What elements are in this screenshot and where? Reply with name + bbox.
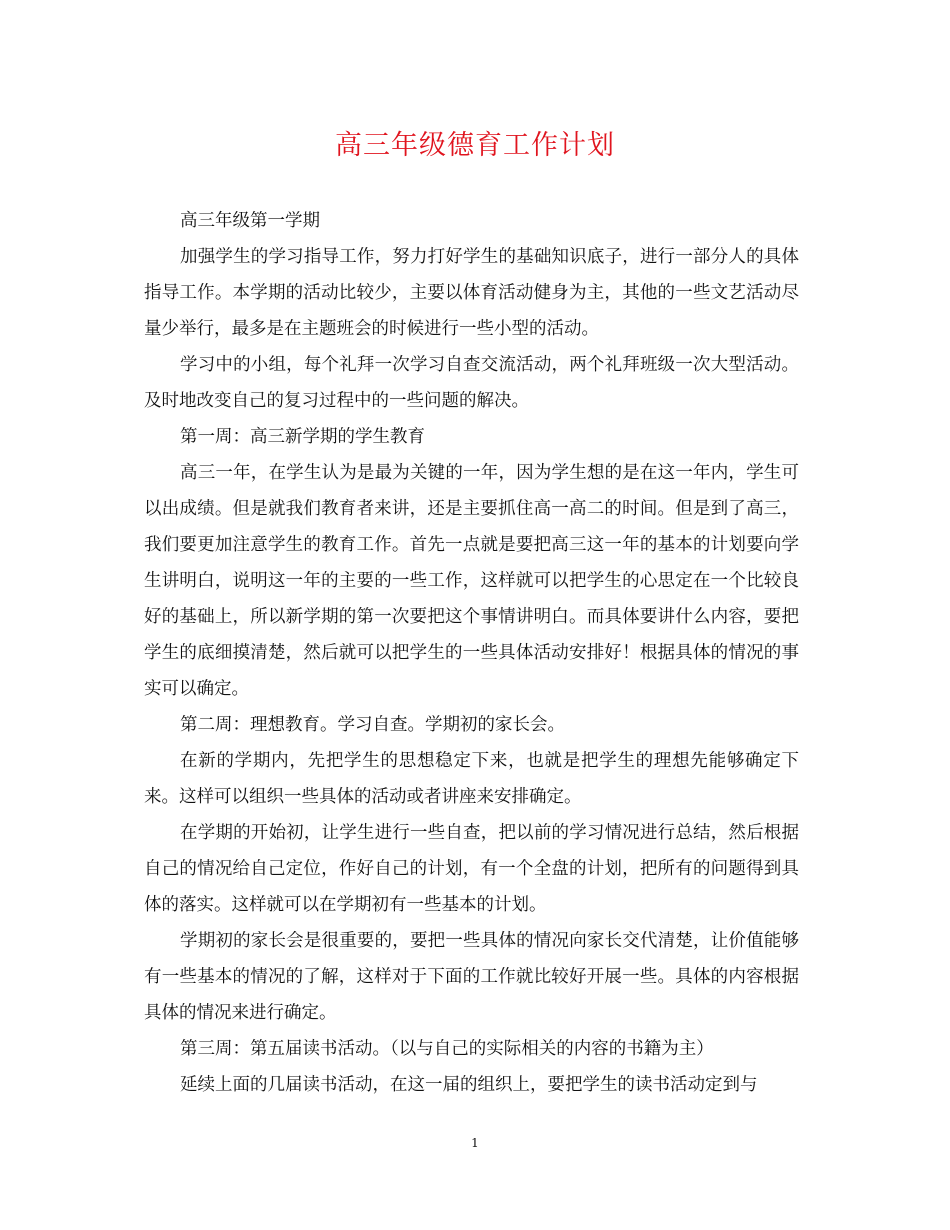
section-heading: 第三周：第五届读书活动。（以与自己的实际相关的内容的书籍为主） bbox=[180, 1039, 714, 1059]
body-paragraph: 高三年级第一学期 bbox=[180, 211, 320, 231]
document-body bbox=[144, 203, 799, 1103]
section-heading: 第二周：理想教育。学习自查。学期初的家长会。 bbox=[180, 715, 565, 735]
body-paragraph: 高三一年，在学生认为是最为关键的一年，因为学生想的是在这一年内，学生可以出成绩。但是就我们教育者来讲，还是主要抓住高一高二的时间。但是到了高三，我们要更加注意学生的教育工作。首先一点就是要把高三这一年的基本的计划要向学生讲明白，说明这一年的主要的一些工作，这样就可以把学生的心思定在一个比较良好的基础上，所以新学期的第一次要把这个事情讲明白。而具体要讲什么内容，要把学生的底细摸清楚，然后就可以把学生的一些具体活动安排好！根据具体的情况的事实可以确定。 bbox=[144, 463, 799, 699]
body-paragraph: 延续上面的几届读书活动，在这一届的组织上，要把学生的读书活动定到与 bbox=[180, 1075, 758, 1095]
body-paragraph: 学期初的家长会是很重要的，要把一些具体的情况向家长交代清楚，让价值能够有一些基本的情况的了解，这样对于下面的工作就比较好开展一些。具体的内容根据具体的情况来进行确定。 bbox=[144, 931, 799, 1023]
body-paragraph: 在学期的开始初，让学生进行一些自查，把以前的学习情况进行总结，然后根据自己的情况给自己定位，作好自己的计划，有一个全盘的计划，把所有的问题得到具体的落实。这样就可以在学期初有一些基本的计划。 bbox=[144, 823, 799, 915]
body-paragraph: 学习中的小组，每个礼拜一次学习自查交流活动，两个礼拜班级一次大型活动。及时地改变自己的复习过程中的一些问题的解决。 bbox=[144, 355, 799, 411]
section-heading: 第一周：高三新学期的学生教育 bbox=[180, 427, 425, 447]
body-paragraph: 加强学生的学习指导工作，努力打好学生的基础知识底子，进行一部分人的具体指导工作。本学期的活动比较少，主要以体育活动健身为主，其他的一些文艺活动尽量少举行，最多是在主题班会的时候进行一些小型的活动。 bbox=[144, 247, 799, 339]
body-paragraph: 在新的学期内，先把学生的思想稳定下来，也就是把学生的理想先能够确定下来。这样可以组织一些具体的活动或者讲座来安排确定。 bbox=[144, 751, 799, 807]
document-title: 高三年级德育工作计划 bbox=[335, 130, 615, 161]
page-number: 1 bbox=[471, 1136, 479, 1150]
